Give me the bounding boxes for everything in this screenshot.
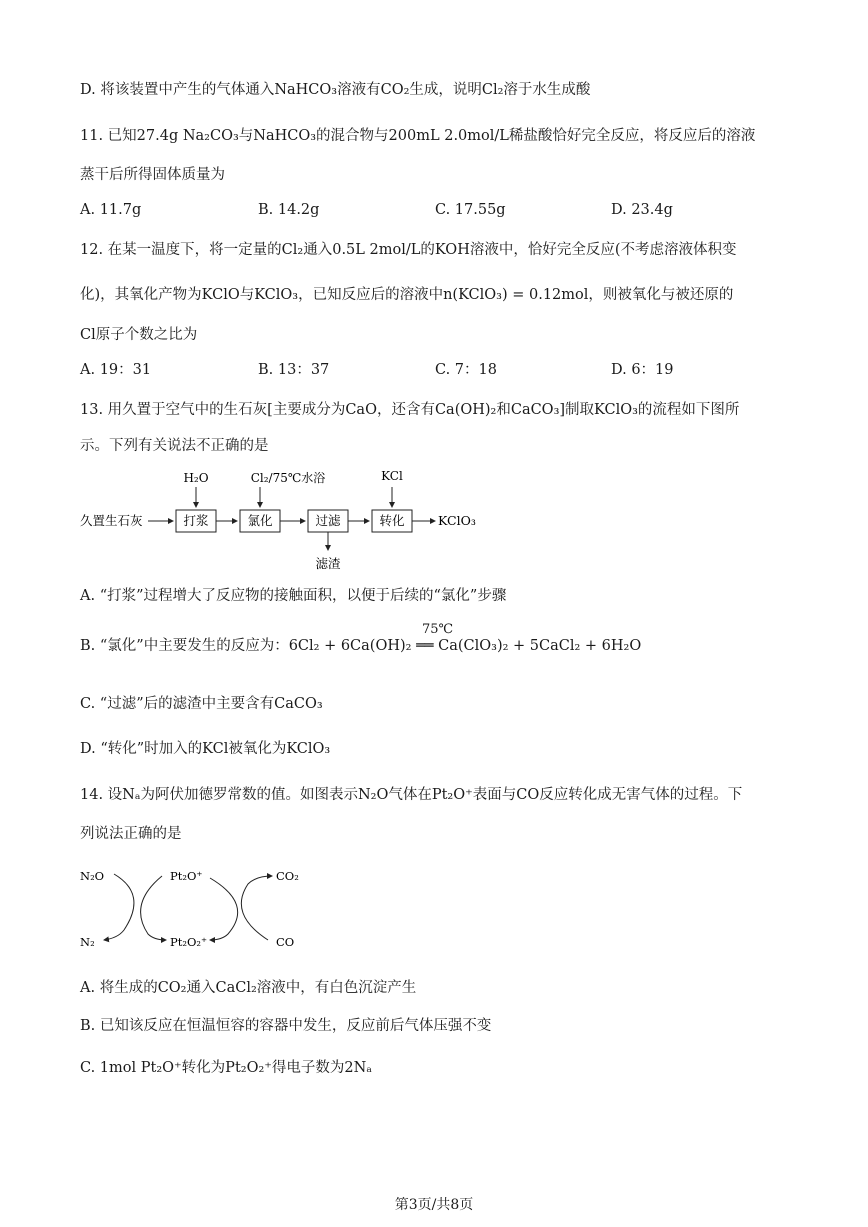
q12-option-b: B. 13：37 — [258, 362, 330, 378]
q13-option-d: D. “转化”时加入的KCl被氧化为KClO₃ — [80, 741, 331, 757]
q13-stem-line1: 13. 用久置于空气中的生石灰[主要成分为CaO，还含有Ca(OH)₂和CaCO₃]制取KClO₃的流程如下图所 — [80, 402, 740, 418]
q11-stem-line1: 11. 已知27.4g Na₂CO₃与NaHCO₃的混合物与200mL 2.0mol/L稀盐酸恰好完全反应，将反应后的溶液 — [80, 128, 756, 144]
cycle-n2o-label: N₂O — [80, 869, 105, 883]
q11-option-a: A. 11.7g — [80, 202, 142, 218]
flow-residue-label: 滤渣 — [315, 556, 341, 571]
q12-option-d: D. 6：19 — [611, 362, 674, 378]
flow-input-chlorine: Cl₂/75℃水浴 — [250, 471, 326, 485]
q11-option-d: D. 23.4g — [611, 202, 673, 218]
q14-stem-line1: 14. 设Nₐ为阿伏加德罗常数的值。如图表示N₂O气体在Pt₂O⁺表面与CO反应转化成无害气体的过程。下 — [80, 787, 743, 803]
cycle-pt2o-label: Pt₂O⁺ — [170, 869, 203, 883]
flow-input-water: H₂O — [183, 471, 209, 485]
q12-stem-line1: 12. 在某一温度下，将一定量的Cl₂通入0.5L 2mol/L的KOH溶液中，恰好完全反应(不考虑溶液体积变 — [80, 242, 737, 258]
q14-option-c: C. 1mol Pt₂O⁺转化为Pt₂O₂⁺得电子数为2Nₐ — [80, 1060, 372, 1076]
flow-step-beating: 打浆 — [183, 513, 209, 528]
flow-step-filtration: 过滤 — [315, 513, 341, 528]
catalytic-cycle-diagram — [78, 864, 318, 954]
flow-input-kcl: KCl — [381, 469, 403, 483]
kclo3-process-flowchart — [80, 466, 500, 576]
q12-option-c: C. 7：18 — [435, 362, 497, 378]
q10-option-d: D. 将该装置中产生的气体通入NaHCO₃溶液有CO₂生成，说明Cl₂溶于水生成酸 — [80, 82, 591, 98]
reaction-condition: 75℃ — [422, 622, 454, 637]
q14-option-b: B. 已知该反应在恒温恒容的容器中发生，反应前后气体压强不变 — [80, 1018, 492, 1034]
q14-option-a: A. 将生成的CO₂通入CaCl₂溶液中，有白色沉淀产生 — [80, 980, 417, 996]
q12-stem-line2: 化)，其氧化产物为KClO与KClO₃，已知反应后的溶液中n(KClO₃) = 0.12mol，则被氧化与被还原的 — [80, 287, 734, 303]
q12-stem-line3: Cl原子个数之比为 — [80, 327, 198, 343]
flow-step-chlorination: 氯化 — [247, 513, 273, 528]
cycle-co-label: CO — [276, 935, 295, 949]
q13-option-b: B. “氯化”中主要发生的反应为：6Cl₂ + 6Ca(OH)₂ ══ Ca(ClO₃)₂ + 5CaCl₂ + 6H₂O — [80, 638, 642, 654]
q11-option-b: B. 14.2g — [258, 202, 320, 218]
q12-option-a: A. 19：31 — [80, 362, 152, 378]
flow-start-label: 久置生石灰 — [80, 513, 143, 528]
cycle-n2-label: N₂ — [80, 935, 95, 949]
cycle-pt2o2-label: Pt₂O₂⁺ — [170, 935, 208, 949]
q14-stem-line2: 列说法正确的是 — [80, 826, 182, 842]
q11-stem-line2: 蒸干后所得固体质量为 — [80, 167, 225, 183]
page-footer: 第3页/共8页 — [394, 1197, 474, 1213]
q13-option-c: C. “过滤”后的滤渣中主要含有CaCO₃ — [80, 696, 323, 712]
flow-step-conversion: 转化 — [379, 513, 405, 528]
q13-option-a: A. “打浆”过程增大了反应物的接触面积，以便于后续的“氯化”步骤 — [80, 588, 507, 604]
q11-option-c: C. 17.55g — [435, 202, 506, 218]
q13-stem-line2: 示。下列有关说法不正确的是 — [80, 438, 269, 454]
flow-product-label: KClO₃ — [438, 513, 476, 528]
cycle-co2-label: CO₂ — [276, 869, 299, 883]
